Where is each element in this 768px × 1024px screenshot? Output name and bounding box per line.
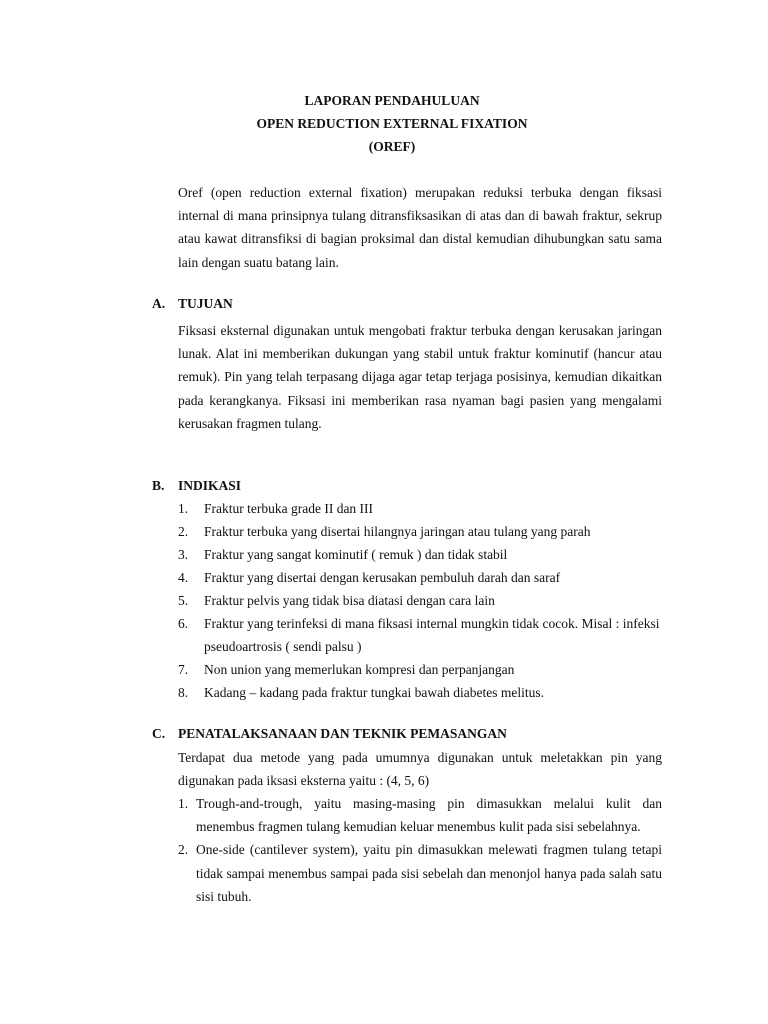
list-item-number: 2. <box>178 524 189 539</box>
list-item <box>178 792 662 838</box>
list-item-number: 1. <box>178 501 189 516</box>
list-item-text: Trough-and-trough, yaitu masing-masing pin dimasukkan melalui kulit dan menembus fragmen tulang kemudian keluar menembus kulit pada sisi sebelahnya. <box>196 796 662 835</box>
list-item-number: 2. <box>178 842 189 858</box>
list-item-number: 7. <box>178 662 189 677</box>
list-item-text: Fraktur pelvis yang tidak bisa diatasi dengan cara lain <box>204 593 495 608</box>
section-c-letter: C. <box>152 726 166 741</box>
section-a-heading: TUJUAN <box>178 296 233 311</box>
list-item <box>178 497 662 520</box>
list-item <box>178 612 662 658</box>
list-item-text: Non union yang memerlukan kompresi dan perpanjangan <box>204 662 515 677</box>
list-item <box>178 520 662 543</box>
list-item <box>178 589 662 612</box>
list-item <box>178 566 662 589</box>
list-item-number: 3. <box>178 547 189 562</box>
list-item-text: Fraktur yang disertai dengan kerusakan pembuluh darah dan saraf <box>204 570 561 585</box>
section-c-intro: Terdapat dua metode yang pada umumnya digunakan untuk meletakkan pin yang digunakan pada iksasi eksterna yaitu : (4, 5, 6) <box>178 750 662 789</box>
section-b-heading: INDIKASI <box>178 478 242 493</box>
indikasi-list <box>178 497 662 704</box>
list-item <box>178 838 662 908</box>
title-line-1: LAPORAN PENDAHULUAN <box>304 93 480 108</box>
section-c-heading: PENATALAKSANAAN DAN TEKNIK PEMASANGAN <box>178 726 507 741</box>
list-item <box>178 543 662 566</box>
list-item <box>178 658 662 681</box>
section-a-text: Fiksasi eksternal digunakan untuk mengobati fraktur terbuka dengan kerusakan jaringan lunak. Alat ini memberikan dukungan yang stabil untuk fraktur kominutif (hancur atau remuk). Pin yang telah terpasang dijaga agar tetap terjaga posisinya, kemudian dikaitkan pada kerangkanya. Fiksasi ini memberikan rasa nyaman bagi pasien yang mengalami kerusakan fragmen tulang. <box>178 323 662 431</box>
list-item-number: 1. <box>178 796 189 811</box>
list-item-number: 8. <box>178 685 189 700</box>
section-a-letter: A. <box>152 296 166 311</box>
list-item-text: One-side (cantilever system), yaitu pin dimasukkan melewati fragmen tulang tetapi tidak sampai menembus sampai pada sisi sebelah dan menonjol hanya pada salah satu sisi tubuh. <box>196 842 662 904</box>
section-b-letter: B. <box>152 478 165 493</box>
title-line-2: OPEN REDUCTION EXTERNAL FIXATION <box>256 116 528 131</box>
list-item-text: Kadang – kadang pada fraktur tungkai bawah diabetes melitus. <box>204 685 545 700</box>
intro-paragraph: Oref (open reduction external fixation) merupakan reduksi terbuka dengan fiksasi internal di mana prinsipnya tulang ditransfiksasikan di atas dan di bawah fraktur, sekrup atau kawat ditransfiksi di bagian proksimal dan distal kemudian dihubungkan satu sama lain dengan suatu batang lain. <box>178 185 662 270</box>
list-item-text: Fraktur yang terinfeksi di mana fiksasi internal mungkin tidak cocok. Misal : infeksi pseudoartrosis ( sendi palsu ) <box>204 616 660 654</box>
list-item-number: 6. <box>178 616 189 631</box>
list-item-text: Fraktur yang sangat kominutif ( remuk ) dan tidak stabil <box>204 547 508 562</box>
list-item-number: 4. <box>178 570 189 585</box>
pemasangan-list <box>178 792 662 908</box>
title-line-3: (OREF) <box>368 139 416 154</box>
list-item-number: 5. <box>178 593 189 608</box>
list-item-text: Fraktur terbuka grade II dan III <box>204 501 374 516</box>
list-item <box>178 681 662 704</box>
list-item-text: Fraktur terbuka yang disertai hilangnya jaringan atau tulang yang parah <box>204 524 591 539</box>
